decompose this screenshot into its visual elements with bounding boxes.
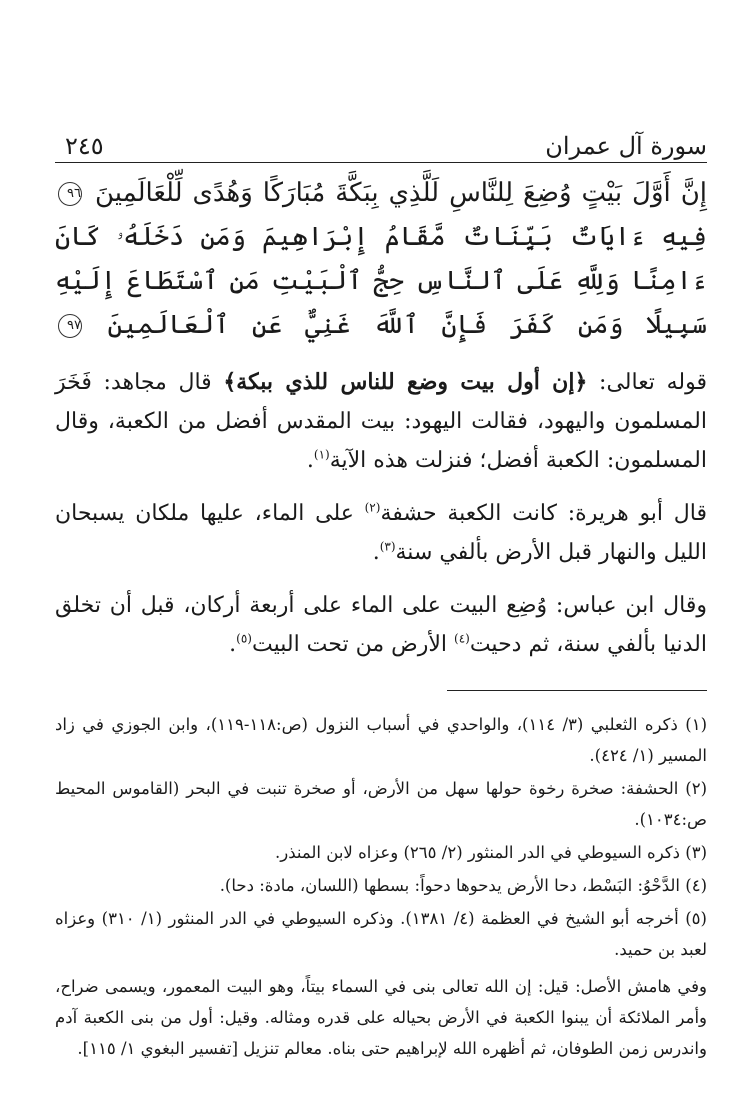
footnote-reference: (٣) [379,539,396,554]
footnote-4: (٤) الدَّحْوُ: البَسْط، دحا الأرض يدحوها دحواً: بسطها (اللسان، مادة: دحا). [219,876,707,895]
paragraph-text: الأرض من تحت البيت [251,632,454,657]
footnote-reference: (٢) [364,500,381,515]
verse-96-text: إِنَّ أَوَّلَ بَيْتٍ وُضِعَ لِلنَّاسِ لَلَّذِي بِبَكَّةَ مُبَارَكًا وَهُدًى لِّلْعَالَمِينَ [94,178,708,208]
footnote-reference: (٥) [236,631,252,646]
paragraph-intro: قوله تعالى: [587,370,707,395]
paragraph-text: قال أبو هريرة: كانت الكعبة حشفة [380,501,708,526]
quran-verses [55,171,707,347]
commentary-paragraph-1 [55,363,707,480]
page-number: ٢٤٥ [65,132,104,160]
paragraph-end: . [372,540,380,565]
footnote-reference: (٤) [454,631,470,646]
page [55,128,707,1064]
footnote-1: (١) ذكره الثعلبي (٣/ ١١٤)، والواحدي في أسباب النزول (ص:١١٨-١١٩)، وابن الجوزي في زاد المسير (١/ ٤٢٤). [55,715,707,765]
footnote-3: (٣) ذكره السيوطي في الدر المنثور (٢/ ٢٦٥) وعزاه لابن المنذر. [275,843,707,862]
footnote-2: (٢) الحشفة: صخرة رخوة حولها سهل من الأرض، أو صخرة تنبت في البحر (القاموس المحيط ص:١٠٣٤). [55,779,707,829]
footnote-5: (٥) أخرجه أبو الشيخ في العظمة (٤/ ١٣٨١). وذكره السيوطي في الدر المنثور (١/ ٣١٠) وعزاه لعبد بن حميد. [55,909,707,959]
verse-number-marker: ٩٧ [58,314,82,338]
verse-quote: ﴿إن أول بيت وضع للناس للذي ببكة﴾ [223,369,588,395]
paragraph-end: . [306,448,314,473]
commentary-paragraph-2 [55,494,707,572]
paragraph-text: قال مجاهد: فَخَرَ المسلمون واليهود، فقالت اليهود: بيت المقدس أفضل من الكعبة، وقال المسلمون: الكعبة أفضل؛ فنزلت هذه الآية [55,370,707,473]
footnote-reference: (١) [313,447,330,462]
surah-title: سورة آل عمران [545,132,707,160]
paragraph-text: وقال ابن عباس: وُضِع البيت على الماء على أربعة أركان، قبل أن تخلق الدنيا بألفي سنة، ثم دحيت [55,593,707,657]
footnote-divider [447,690,707,691]
paragraph-end: . [229,632,237,657]
verse-number-marker: ٩٦ [58,182,82,206]
paragraph-text: على الماء، عليها ملكان يسبحان الليل والنهار قبل الأرض بألفي سنة [55,501,707,565]
page-header [55,128,707,163]
verse-97-text: فِيهِ ءَايَاتٌ بَيِّنَاتٌ مَّقَامُ إِبْرَاهِيمَ وَمَن دَخَلَهُۥ كَانَ ءَامِنًا وَلِلَّهِ عَلَى ٱلنَّاسِ حِجُّ ٱلْبَيْتِ مَنِ ٱسْتَطَاعَ إِلَيْهِ سَبِيلًا وَمَن كَفَرَ فَإِنَّ ٱللَّهَ غَنِيٌّ عَنِ ٱلْعَالَمِينَ [55,222,707,340]
margin-note: وفي هامش الأصل: قيل: إن الله تعالى بنى في السماء بيتاً، وهو البيت المعمور، ويسمى ضراح، وأمر الملائكة أن يبنوا الكعبة في الأرض بحياله على قدره ومثاله. وقيل: أول من بنى الكعبة آدم واندرس زمن الطوفان، ثم أظهره الله لإبراهيم حتى بناه. معالم تنزيل [تفسير البغوي ١/ ١١٥]. [55,977,707,1058]
commentary-paragraph-3 [55,586,707,664]
footnotes [55,709,707,965]
